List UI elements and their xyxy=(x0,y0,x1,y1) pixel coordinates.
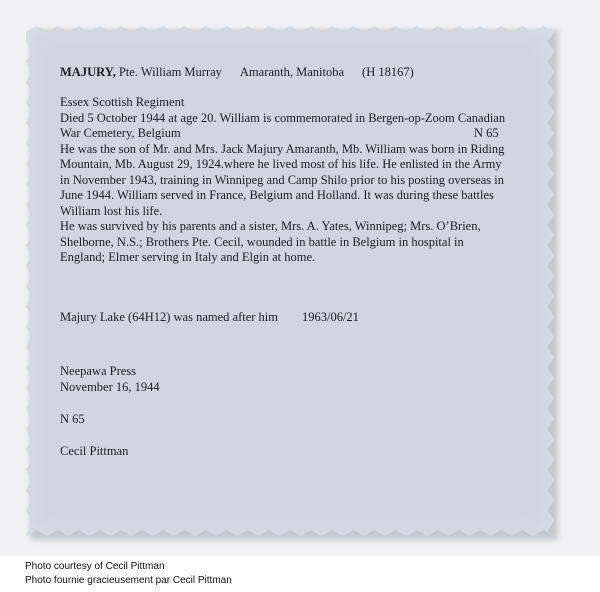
body-line: He was survived by his parents and a sister, Mrs. A. Yates, Winnipeg; Mrs. O’Brien, xyxy=(60,219,481,233)
ref-code: N 65 xyxy=(60,412,85,426)
body-line: William lost his life. xyxy=(60,203,163,218)
body-line: Died 5 October 1944 at age 20. William is commemorated in Bergen-op-Zoom Canadian xyxy=(60,110,506,125)
hometown: Amaranth, Manitoba xyxy=(239,65,345,79)
signature: Cecil Pittman xyxy=(60,444,129,458)
inline-reference: N 65 xyxy=(474,126,499,140)
source-date: November 16, 1944 xyxy=(60,379,160,394)
body-line: War Cemetery, Belgium N 65 xyxy=(60,126,499,140)
body-line: England; Elmer serving in Italy and Elgin at home. xyxy=(60,250,316,264)
source-publication: Neepawa Press xyxy=(60,364,137,378)
body-line: June 1944. William served in France, Belgium and Holland. It was during these battles xyxy=(60,188,494,202)
body-line: He was the son of Mr. and Mrs. Jack Majury Amaranth, Mb. William was born in Riding xyxy=(60,141,505,156)
body-line: Essex Scottish Regiment xyxy=(60,95,185,109)
body-line: Mountain, Mb. August 29, 1924.where he lived most of his life. He enlisted in the Army xyxy=(60,157,502,171)
photo-credit-french: Photo fournie gracieusement par Cecil Pittman xyxy=(25,575,232,586)
photo-credit-english: Photo courtesy of Cecil Pittman xyxy=(25,561,165,572)
source-citation xyxy=(60,364,530,395)
lake-note-text: Majury Lake (64H12) was named after him xyxy=(60,310,278,324)
memorial-body xyxy=(60,95,530,266)
body-line: in November 1943, training in Winnipeg and Camp Shilo prior to his posting overseas in xyxy=(60,172,505,187)
given-name: Pte. William Murray xyxy=(118,65,222,79)
reference-code: (H 18167) xyxy=(362,65,414,79)
surname: MAJURY, xyxy=(60,65,116,79)
lake-note-date: 1963/06/21 xyxy=(301,310,359,324)
memorial-heading xyxy=(60,65,530,81)
body-line: Shelborne, N.S.; Brothers Pte. Cecil, wounded in battle in Belgium in hospital in xyxy=(60,234,464,249)
lake-note xyxy=(60,310,530,326)
